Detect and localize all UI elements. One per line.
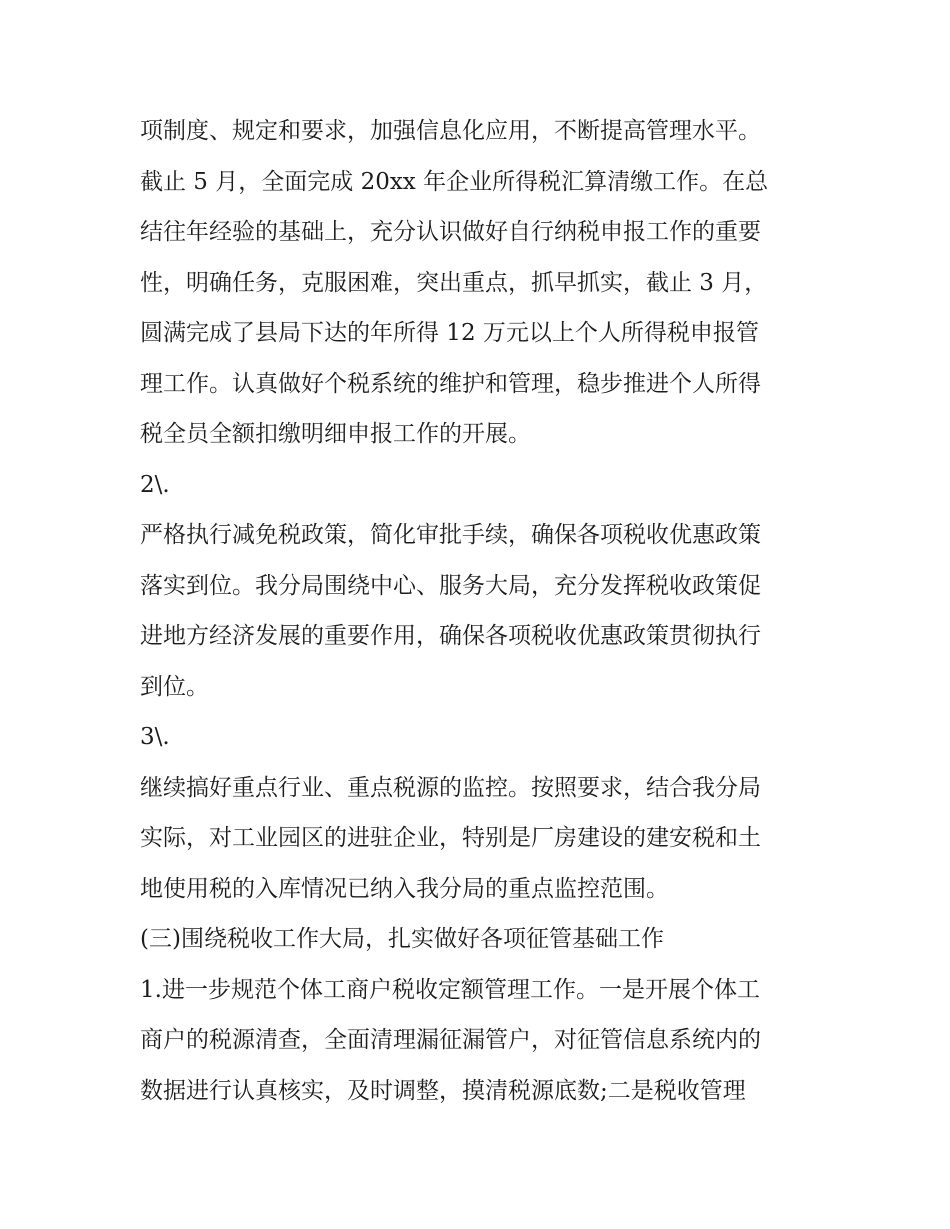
text-line: 1.进一步规范个体工商户税收定额管理工作。一是开展个体工 [140,976,760,1003]
text-line: 落实到位。我分局围绕中心、服务大局，充分发挥税收政策促 [140,572,761,599]
text-line: 继续搞好重点行业、重点税源的监控。按照要求，结合我分局 [140,774,761,801]
text-line: 理工作。认真做好个税系统的维护和管理，稳步推进个人所得 [140,370,761,397]
text-line: 严格执行减免税政策，简化审批手续，确保各项税收优惠政策 [140,522,761,548]
text-line: 结往年经验的基础上，充分认识做好自行纳税申报工作的重要 [140,219,761,245]
text-line: 税全员全额扣缴明细申报工作的开展。 [140,421,531,447]
text-line: 性，明确任务，克服困难，突出重点，抓早抓实，截止 3 月， [140,269,768,296]
text-line: 项制度、规定和要求，加强信息化应用，不断提高管理水平。 [140,118,761,144]
section-heading: (三)围绕税收工作大局，扎实做好各项征管基础工作 [140,926,664,952]
text-line: 地使用税的入库情况已纳入我分局的重点监控范围。 [140,875,669,902]
section-number: 2\. [140,471,170,498]
section-number: 3\. [140,724,170,750]
text-line: 到位。 [140,673,209,700]
text-line: 商户的税源清查，全面清理漏征漏管户，对征管信息系统内的 [140,1027,761,1053]
text-line: 实际，对工业园区的进驻企业，特别是厂房建设的建安税和土 [140,825,761,851]
document-body [140,106,820,1116]
text-line: 数据进行认真核实，及时调整，摸清税源底数;二是税收管理 [140,1077,746,1104]
text-line: 圆满完成了县局下达的年所得 12 万元以上个人所得税申报管 [140,320,759,346]
text-line: 截止 5 月，全面完成 20xx 年企业所得税汇算清缴工作。在总 [140,168,769,195]
text-line: 进地方经济发展的重要作用，确保各项税收优惠政策贯彻执行 [140,623,761,649]
